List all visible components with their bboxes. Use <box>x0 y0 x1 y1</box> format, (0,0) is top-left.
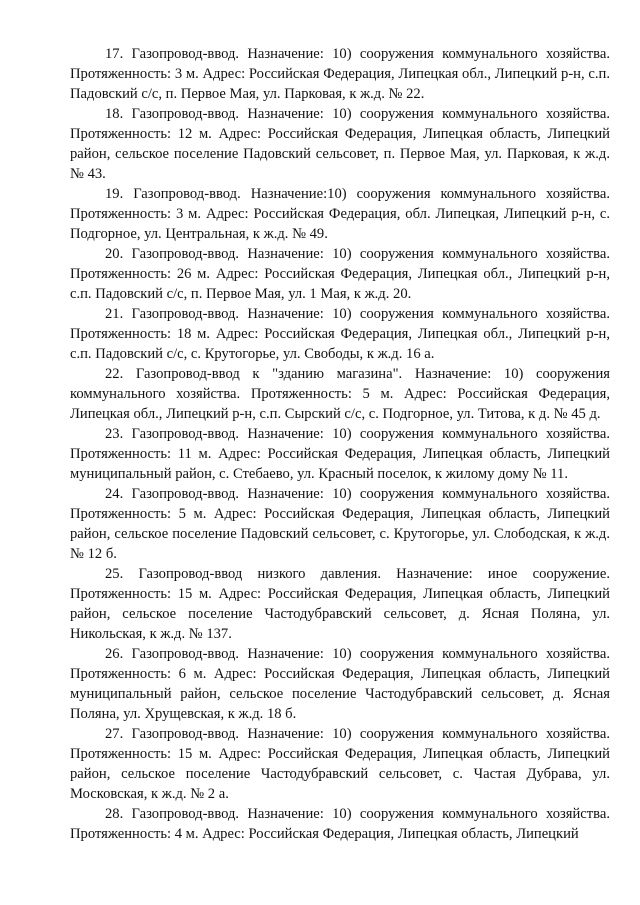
list-item: 24. Газопровод-ввод. Назначение: 10) сооружения коммунального хозяйства. Протяженность: 5 м. Адрес: Российская Федерация, Липецкая область, Липецкий район, сельское поселение Падовский сельсовет, с. Крутогорье, ул. Слободская, к ж.д. № 12 б. <box>70 486 610 562</box>
document-page <box>70 44 610 844</box>
list-item: 26. Газопровод-ввод. Назначение: 10) сооружения коммунального хозяйства. Протяженность: 6 м. Адрес: Российская Федерация, Липецкая область, Липецкий муниципальный район, сельское поселение Частодубравский сельсовет, д. Ясная Поляна, ул. Хрущевская, к ж.д. 18 б. <box>70 646 610 722</box>
list-item: 17. Газопровод-ввод. Назначение: 10) сооружения коммунального хозяйства. Протяженность: 3 м. Адрес: Российская Федерация, Липецкая обл., Липецкий р-н, с.п. Падовский с/с, п. Первое Мая, ул. Парковая, к ж.д. № 22. <box>70 46 610 102</box>
list-item: 27. Газопровод-ввод. Назначение: 10) сооружения коммунального хозяйства. Протяженность: 15 м. Адрес: Российская Федерация, Липецкая область, Липецкий район, сельское поселение Частодубравский сельсовет, с. Частая Дубрава, ул. Московская, к ж.д. № 2 а. <box>70 726 610 802</box>
list-item: 19. Газопровод-ввод. Назначение:10) сооружения коммунального хозяйства. Протяженность: 3 м. Адрес: Российская Федерация, обл. Липецкая, Липецкий р-н, с. Подгорное, ул. Центральная, к ж.д. № 49. <box>70 186 610 242</box>
list-item: 25. Газопровод-ввод низкого давления. Назначение: иное сооружение. Протяженность: 15 м. Адрес: Российская Федерация, Липецкая область, Липецкий район, сельское поселение Частодубравский сельсовет, д. Ясная Поляна, ул. Никольская, к ж.д. № 137. <box>70 566 610 642</box>
list-item: 21. Газопровод-ввод. Назначение: 10) сооружения коммунального хозяйства. Протяженность: 18 м. Адрес: Российская Федерация, Липецкая обл., Липецкий р-н, с.п. Падовский с/с, с. Крутогорье, ул. Свободы, к ж.д. 16 а. <box>70 306 610 362</box>
list-item: 23. Газопровод-ввод. Назначение: 10) сооружения коммунального хозяйства. Протяженность: 11 м. Адрес: Российская Федерация, Липецкая область, Липецкий муниципальный район, с. Стебаево, ул. Красный поселок, к жилому дому № 11. <box>70 426 610 482</box>
list-item: 22. Газопровод-ввод к "зданию магазина". Назначение: 10) сооружения коммунального хозяйства. Протяженность: 5 м. Адрес: Российская Федерация, Липецкая обл., Липецкий р-н, с.п. Сырский с/с, с. Подгорное, ул. Титова, к д. № 45 д. <box>70 366 610 422</box>
list-item: 20. Газопровод-ввод. Назначение: 10) сооружения коммунального хозяйства. Протяженность: 26 м. Адрес: Российская Федерация, Липецкая обл., Липецкий р-н, с.п. Падовский с/с, п. Первое Мая, ул. 1 Мая, к ж.д. 20. <box>70 246 610 302</box>
list-item: 28. Газопровод-ввод. Назначение: 10) сооружения коммунального хозяйства. Протяженность: 4 м. Адрес: Российская Федерация, Липецкая область, Липецкий <box>70 806 610 842</box>
list-item: 18. Газопровод-ввод. Назначение: 10) сооружения коммунального хозяйства. Протяженность: 12 м. Адрес: Российская Федерация, Липецкая область, Липецкий район, сельское поселение Падовский сельсовет, п. Первое Мая, ул. Парковая, к ж.д. № 43. <box>70 106 610 182</box>
